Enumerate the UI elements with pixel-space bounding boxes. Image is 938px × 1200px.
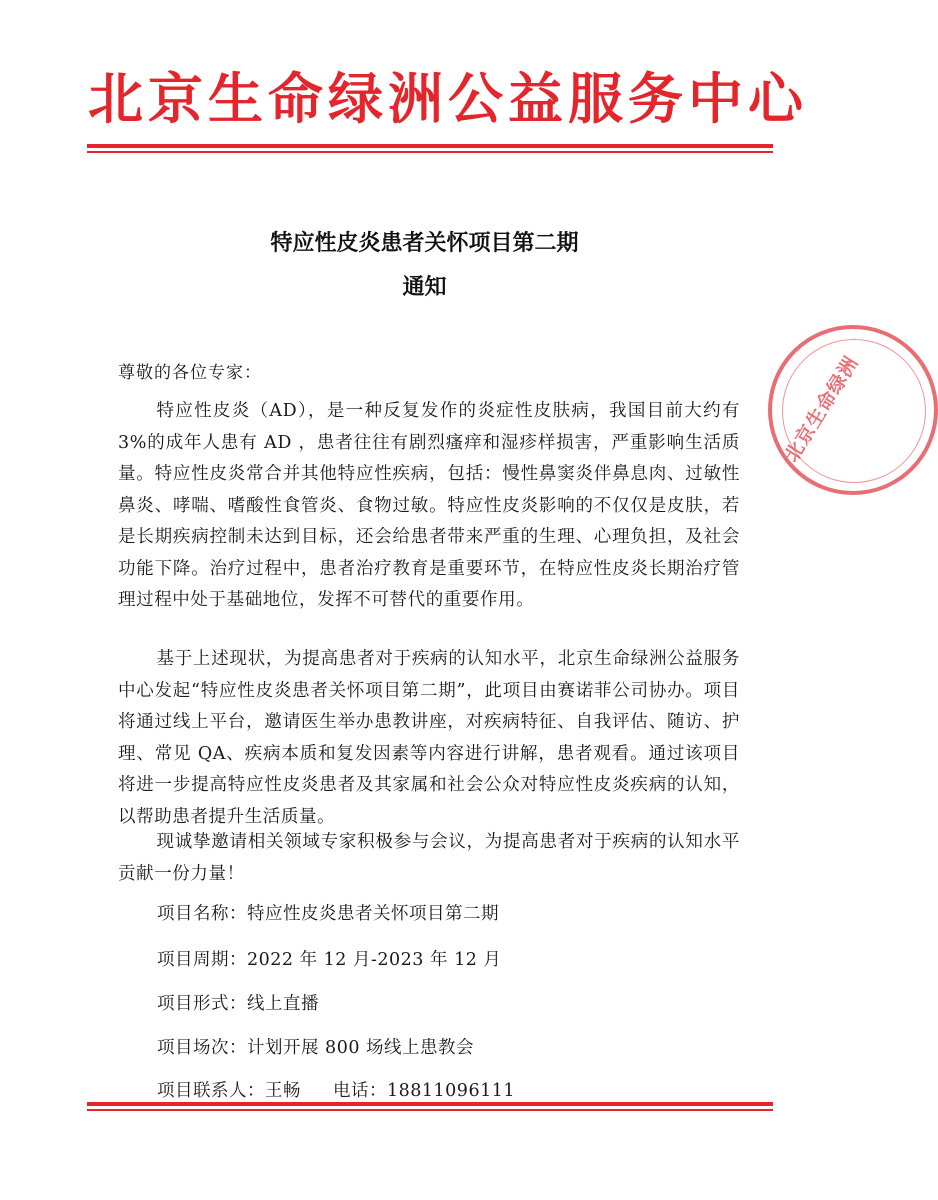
project-contact: 项目联系人：王畅 [157,1081,301,1101]
project-phone: 电话：18811096111 [333,1081,515,1101]
project-format: 项目形式：线上直播 [157,994,319,1014]
footer-rule-thin [87,1109,773,1111]
project-period: 项目周期：2022 年 12 月-2023 年 12 月 [157,950,502,970]
paragraph-background: 特应性皮炎（AD），是一种反复发作的炎症性皮肤病，我国目前大约有 3%的成年人患有 AD ，患者往往有剧烈瘙痒和湿疹样损害，严重影响生活质量。特应性皮炎常合并其他特应性疾病，包括：慢性鼻窦炎伴鼻息肉、过敏性鼻炎、哮喘、嗜酸性食管炎、食物过敏。特应性皮炎影响的不仅仅是皮肤，若是长期疾病控制未达到目标，还会给患者带来严重的生理、心理负担，及社会功能下降。治疗过程中，患者治疗教育是重要环节，在特应性皮炎长期治疗管理过程中处于基础地位，发挥不可替代的重要作用。 [118,401,740,610]
paragraph-invitation: 现诚挚邀请相关领域专家积极参与会议，为提高患者对于疾病的认知水平贡献一份力量！ [118,832,740,884]
paragraph-project-intro: 基于上述现状，为提高患者对于疾病的认知水平，北京生命绿洲公益服务中心发起“特应性皮炎患者关怀项目第二期”，此项目由赛诺菲公司协办。项目将通过线上平台，邀请医生举办患教讲座，对疾病特征、自我评估、随访、护理、常见 QA、疾病本质和复发因素等内容进行讲解，患者观看。通过该项目将进一步提高特应性皮炎患者及其家属和社会公众对特应性皮炎疾病的认知，以帮助患者提升生活质量。 [118,649,740,827]
letterhead-rule-thin [87,151,773,153]
salutation: 尊敬的各位专家： [118,363,262,383]
project-sessions: 项目场次：计划开展 800 场线上患教会 [157,1038,475,1058]
document-title: 特应性皮炎患者关怀项目第二期 [270,230,579,256]
seal-text: 北京生命绿洲 [780,352,863,466]
letterhead-rule-thick [87,144,773,148]
project-name: 项目名称：特应性皮炎患者关怀项目第二期 [157,904,499,924]
letterhead-org-name: 北京生命绿洲公益服务中心 [88,67,809,131]
project-contact-line [157,1077,515,1102]
footer-rule-thick [87,1102,773,1106]
document-subtitle: 通知 [402,274,447,300]
official-seal-stamp [768,325,938,495]
